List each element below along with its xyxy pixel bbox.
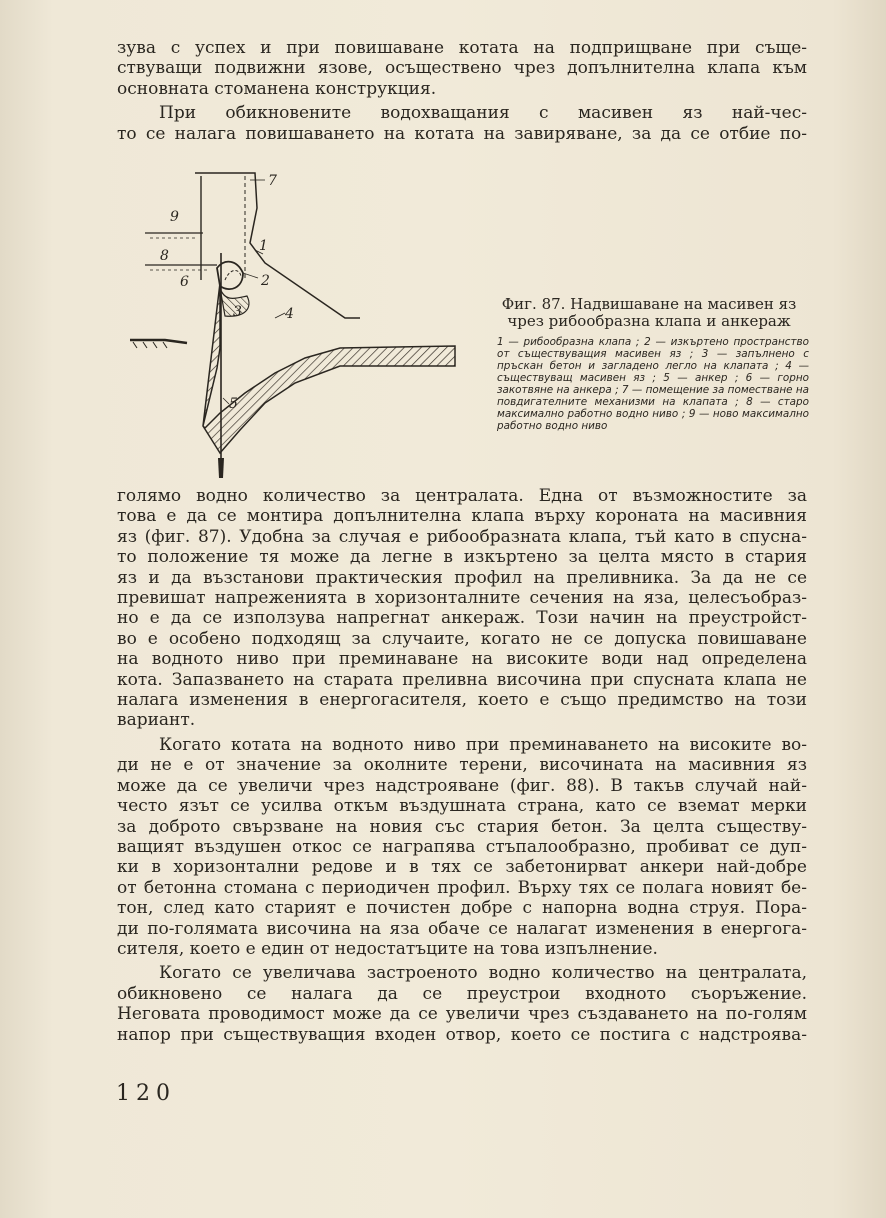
text-line: Неговата проводимост може да се увеличи чрез създаването на по-голям xyxy=(117,1004,807,1025)
text-line: ствуващи подвижни язове, осъществено чрез допълнителна клапа към xyxy=(117,58,807,79)
paragraph-intake xyxy=(117,103,807,144)
text-line: за доброто свързване на новия със стария бетон. За целта съществу- xyxy=(117,816,807,837)
text-line: кота. Запазването на старата преливна височина при спусната клапа не xyxy=(117,669,807,690)
text-line: основната стоманена конструкция. xyxy=(117,78,437,99)
text-line: яз и да възстанови практическия профил на преливника. За да не се xyxy=(117,567,807,588)
text-line: зува с успех и при повишаване котата на подприщване при съще- xyxy=(117,38,807,58)
text-line: Когато котата на водното ниво при преминаването на високите во- xyxy=(159,734,807,755)
text-line: ди по-голямата височина на яза обаче се налагат изменения в енергога- xyxy=(117,918,807,939)
text-line: то положение тя може да легне в изкъртено за целта място в стария xyxy=(117,547,807,568)
dam-cross-section xyxy=(125,168,460,483)
text-line: може да се увеличи чрез надстрояване (фиг. 88). В такъв случай най- xyxy=(117,775,807,796)
text-line: яз (фиг. 87). Удобна за случая е рибообразната клапа, тъй като в спусна- xyxy=(117,526,807,547)
text-line: Когато се увеличава застроеното водно количество на централата, xyxy=(159,963,807,984)
text-line: превишат напреженията в хоризонталните сечения на яза, целесъобраз- xyxy=(117,588,807,609)
figure-caption: Фиг. 87. Надвишаване на масивен яз чрез рибообразна клапа и анкераж xyxy=(501,295,797,330)
text-line: на водното ниво при преминаване на високите води над определена xyxy=(117,649,807,670)
text-line: во е особено подходящ за случаите, когато не се допуска повишаване xyxy=(117,628,807,649)
top-paragraphs xyxy=(117,38,807,144)
text-line: ки в хоризонтални редове и в тях се забетонирват анкери най-добре xyxy=(117,857,807,878)
text-line: тон, след като старият е почистен добре с напорна водна струя. Пора- xyxy=(117,898,807,919)
figure-87-diagram xyxy=(125,168,460,483)
label-4: 4 xyxy=(285,306,294,322)
paragraph-superstructure xyxy=(117,735,807,959)
label-5: 5 xyxy=(229,396,238,412)
bottom-paragraphs xyxy=(117,486,807,1045)
text-line: често язът се усилва откъм въздушната страна, като се вземат мерки xyxy=(117,796,807,817)
paragraph-flap xyxy=(117,486,807,731)
text-line: ди не е от значение за околните терени, височината на масивния яз xyxy=(117,755,807,776)
paragraph-intake-structure xyxy=(117,963,807,1045)
text-line: ващият въздушен откос се награпява стъпалообразно, пробиват се дуп- xyxy=(117,836,807,857)
text-line: това е да се монтира допълнителна клапа върху короната на масивния xyxy=(117,506,807,527)
text-line: обикновено се налага да се преустрои входното съоръжение. xyxy=(117,983,807,1004)
label-7: 7 xyxy=(268,173,277,189)
text-line: налага изменения в енергогасителя, което е също предимство на този xyxy=(117,690,807,711)
text-line: напор при съществуващия входен отвор, което се постига с надстроява- xyxy=(117,1024,807,1045)
text-line: сителя, което е един от недостатъците на това изпълнение. xyxy=(117,938,658,959)
text-line: то се налага повишаването на котата на завиряване, за да се отбие по- xyxy=(117,123,807,144)
label-6: 6 xyxy=(180,274,189,290)
text-line: но е да се използува напрегнат анкераж. Този начин на преустройст- xyxy=(117,608,807,629)
text-line: При обикновените водохващания с масивен яз най-чес- xyxy=(159,103,807,124)
page-number: 120 xyxy=(116,1081,176,1106)
paragraph-continuation xyxy=(117,38,807,99)
text-line: от бетонна стомана с периодичен профил. Върху тях се полага новият бе- xyxy=(117,877,807,898)
label-9: 9 xyxy=(170,209,179,225)
label-1: 1 xyxy=(259,238,268,254)
label-2: 2 xyxy=(261,273,270,289)
text-line: голямо водно количество за централата. Една от възможностите за xyxy=(117,486,807,506)
label-3: 3 xyxy=(233,304,242,320)
text-line: вариант. xyxy=(117,710,196,731)
label-8: 8 xyxy=(160,248,169,264)
figure-legend: 1 — рибообразна клапа ; 2 — изкъртено пространство от съществуващия масивен яз ; 3 — запълнено с пръскан бетон и загладено легло на клапата ; 4 — съществуващ масивен яз ; 5 — анкер ; 6 — горно закотвяне на анкера ; 7 — помещение за поместване на повдигателните механизми на клапата ; 8 — старо максимално работно водно ниво ; 9 — ново максимално работно водно ниво xyxy=(497,336,809,432)
